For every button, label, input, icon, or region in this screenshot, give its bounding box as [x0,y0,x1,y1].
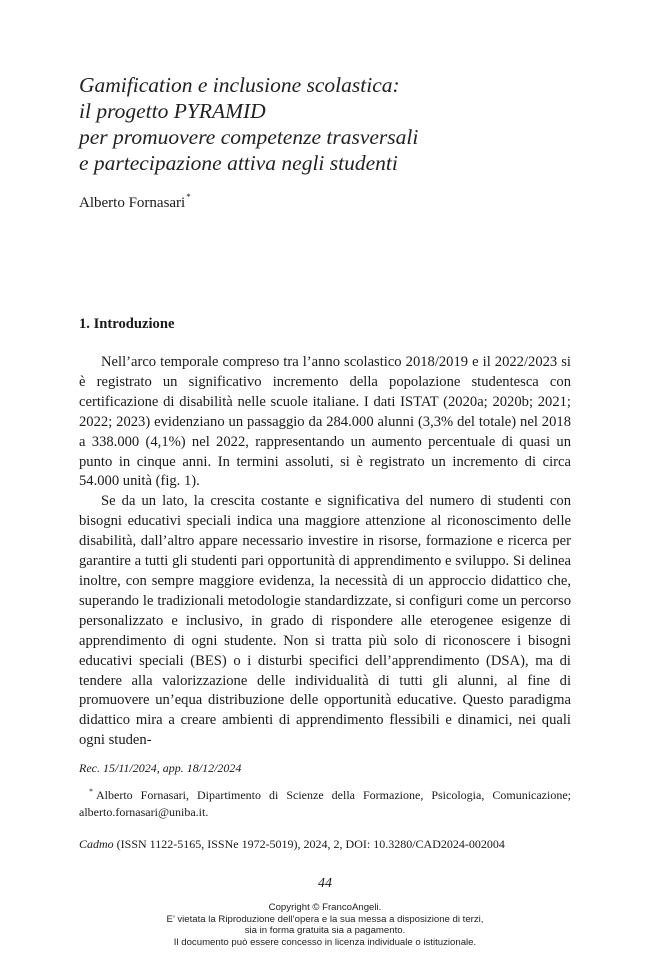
received-note: Rec. 15/11/2024, app. 18/12/2024 [79,761,242,775]
paragraph: Nell’arco temporale compreso tra l’anno scolastico 2018/2019 e il 2022/2023 si è registrato un significativo incremento della popolazione studentesca con certificazione di disabilità nelle scuole italiane. I dati ISTAT (2020a; 2020b; 2021; 2022; 2023) evidenziano un passaggio da 284.000 alunni (3,3% del totale) nel 2018 a 338.000 (4,1%) nel 2022, rappresentando un aumento percentuale di quasi un punto in cinque anni. In termini assoluti, si è registrato un incremento di circa 54.000 unità (fig. 1). [79,354,571,490]
title-line: il progetto PYRAMID [79,99,266,123]
page-number: 44 [318,876,332,891]
citation-line [79,837,505,852]
title-line: per promuovere competenze trasversali [79,125,419,149]
footnote [79,783,571,821]
citation-details: (ISSN 1122-5165, ISSNe 1972-5019), 2024, 2, DOI: 10.3280/CAD2024-002004 [113,837,505,851]
copyright-line: sia in forma gratuita sia a pagamento. [244,925,406,937]
footnote-mark: * [89,787,93,796]
author-line [79,192,191,212]
copyright-line: E’ vietata la Riproduzione dell’opera e la sua messa a disposizione di terzi, [166,913,484,925]
author-name: Alberto Fornasari [79,195,186,211]
copyright-line: Il documento può essere concesso in licenza individuale o istituzionale. [173,936,477,948]
author-footnote-mark: * [186,192,191,202]
paragraph: Se da un lato, la crescita costante e significativa del numero di studenti con bisogni educativi speciali indica una maggiore attenzione al riconoscimento delle disabilità, dall’altro appare necessario investire in risorse, formazione e ricerca per garantire a tutti gli studenti pari opportunità di apprendimento e sviluppo. Si delinea inoltre, con sempre maggiore evidenza, la necessità di un approccio didattico che, superando le tradizionali metodologie standardizzate, si configuri come un percorso personalizzato e inclusivo, in grado di rispondere alle eterogenee esigenze di apprendimento di ogni studente. Non si tratta più solo di riconoscere i bisogni educativi speciali (BES) o i disturbi specifici dell’apprendimento (DSA), ma di tendere alla valorizzazione delle individualità di tutti gli alunni, al fine di promuovere un’equa distribuzione delle opportunità educative. Questo paradigma didattico mira a creare ambienti di apprendimento flessibili e dinamici, nei quali ogni studen- [79,493,571,749]
footnote-text: Alberto Fornasari, Dipartimento di Scienze della Formazione, Psicologia, Comunicazione; alberto.fornasari@uniba.it. [79,788,571,819]
copyright-notice [0,902,650,948]
section-heading: 1. Introduzione [79,316,175,332]
journal-name: Cadmo [79,837,114,851]
title-line: e partecipazione attiva negli studenti [79,151,398,175]
body-text [79,353,571,751]
title-line: Gamification e inclusione scolastica: [79,73,400,97]
article-title [79,72,579,176]
copyright-line: Copyright © FrancoAngeli. [268,902,382,913]
